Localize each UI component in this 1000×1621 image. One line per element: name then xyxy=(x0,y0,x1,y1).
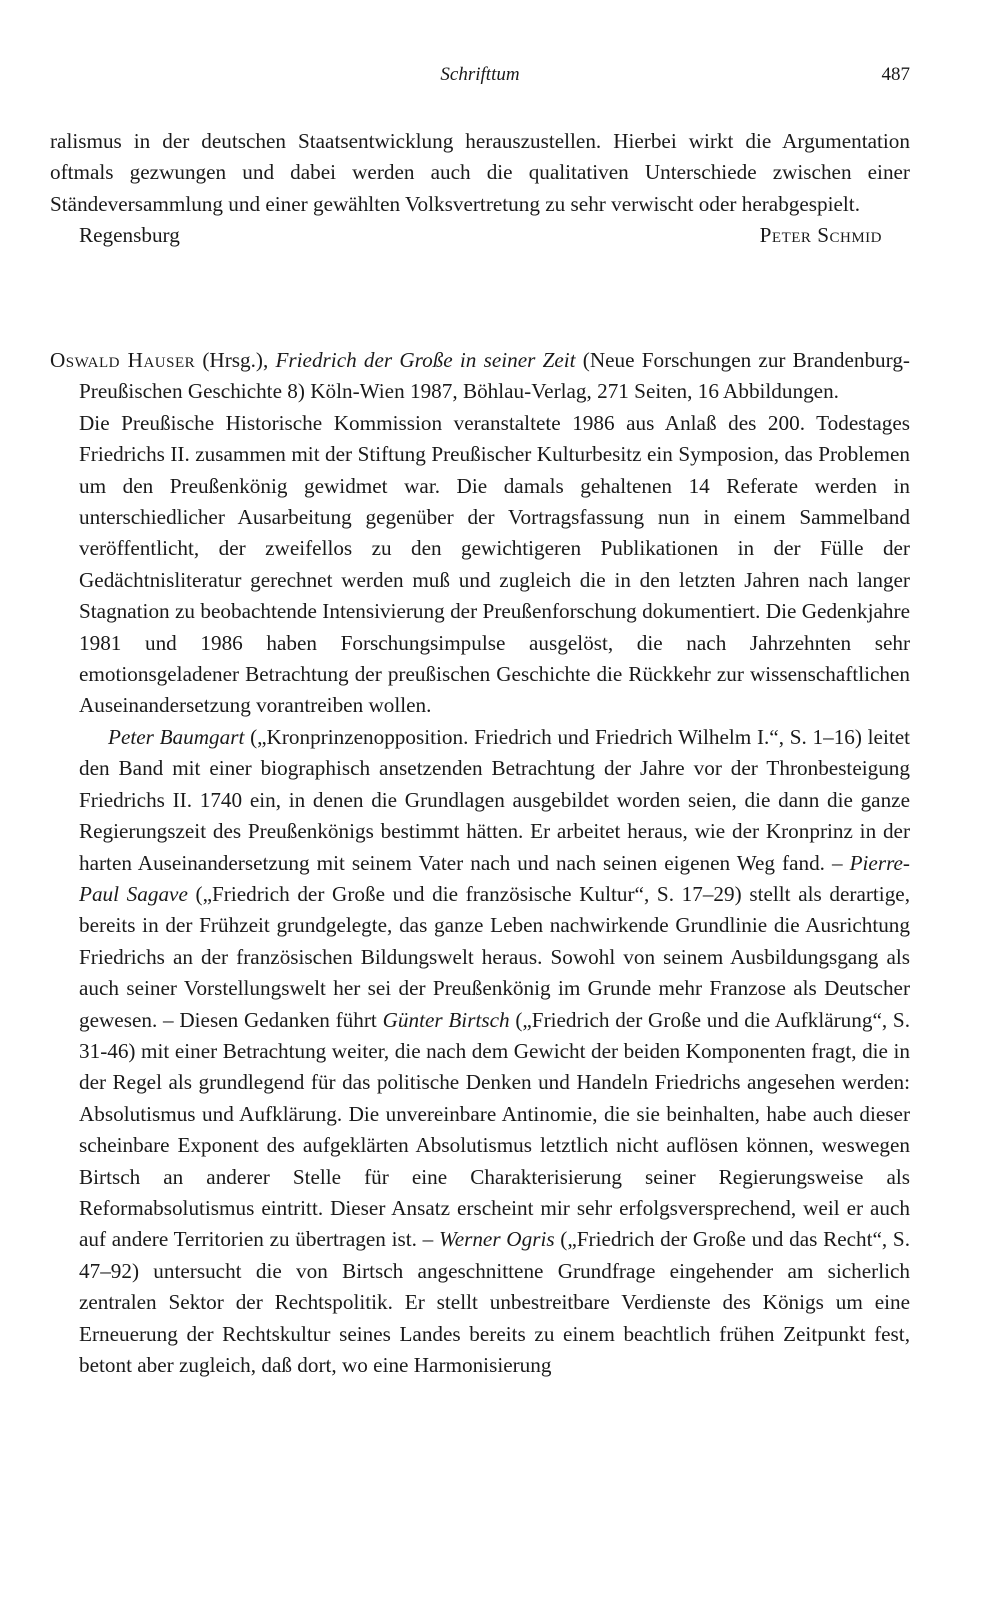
review-paragraph: Die Preußische Historische Kommission veranstaltete 1986 aus Anlaß des 200. Todestages Friedrichs II. zusammen mit der Stiftung Preußischer Kulturbesitz ein Symposion, das Problemen um den Preußenkönig gewidmet war. Die damals gehaltenen 14 Referate werden in unterschiedlicher Ausarbeitung gegenüber der Vortragsfassung nun in einem Sammelband veröffentlicht, der zweifellos zu den gewichtigeren Publikationen in der Fülle der Gedächtnisliteratur gerechnet werden muß und zugleich die in den letzten Jahren nach langer Stagnation zu beobachtende Intensivierung der Preußenforschung dokumentiert. Die Gedenkjahre 1981 und 1986 haben Forschungsimpulse ausgelöst, die nach Jahrzehnten sehr emotionsgeladener Betrachtung der preußischen Geschichte die Rückkehr zur wissenschaftlichen Auseinandersetzung vorantreiben wollen. xyxy=(79,410,910,718)
signature-place: Regensburg xyxy=(79,223,180,248)
paragraph-text: („Friedrich der Große und die Aufklärung“, S. 31-46) mit einer Betrachtung weiter, die nach dem Gewicht der beiden Komponenten fragt, die in der Regel als grundlegend für das politische Denken und Handeln Friedrichs angesehen werden: Absolutismus und Aufklärung. Die unvereinbare Antinomie, die sie beinhalten, habe auch dieser scheinbare Exponent des aufgeklärten Absolutismus letztlich nicht auflösen können, weswegen Birtsch an anderer Stelle für eine Charakterisierung seiner Regierungsweise als Reformabsolutismus eintritt. Dieser Ansatz erscheint mir sehr erfolgsversprechend, weil er auch auf andere Territorien zu übertragen ist. – xyxy=(79,1007,911,1252)
review-paragraph xyxy=(50,722,910,1382)
previous-review-text: ralismus in der deutschen Staatsentwicklung herauszustellen. Hierbei wirkt die Argumentation oftmals gezwungen und dabei werden auch die qualitativen Unterschiede zwischen einer Ständeversammlung und einer gewählten Volksvertretung zu sehr verwischt oder herabgespielt. xyxy=(50,129,910,216)
page-header xyxy=(50,62,910,92)
page-number: 487 xyxy=(881,64,910,85)
author-name: Peter Baumgart xyxy=(108,724,245,749)
author-name: Werner Ogris xyxy=(438,1227,555,1252)
document-page xyxy=(50,0,910,1621)
review-signature xyxy=(50,220,910,251)
book-editor: Oswald Hauser xyxy=(50,348,196,372)
book-editor-role: (Hrsg.), xyxy=(195,348,276,372)
running-title: Schrifttum xyxy=(440,64,520,85)
bibliographic-entry xyxy=(50,345,910,408)
review-section xyxy=(50,345,910,1381)
previous-review-ending xyxy=(50,126,910,252)
paragraph-text: („Kronprinzenopposition. Friedrich und Friedrich Wilhelm I.“, S. 1–16) leitet den Band mit einer biographisch ansetzenden Betrachtung der Jahre vor der Thronbesteigung Friedrichs II. 1740 ein, in denen die Grundlagen ausgebildet worden seien, die dann die ganze Regierungszeit des Preußenkönigs bestimmt hätten. Er arbeitet heraus, wie der Kronprinz in der harten Auseinandersetzung mit seinem Vater nach und nach seinen eigenen Weg fand. – xyxy=(79,724,911,875)
paragraph-text: („Friedrich der Große und das Recht“, S. 47–92) untersucht die von Birtsch angeschnittene Grundfrage eingehender am sicherlich zentralen Sektor der Rechtspolitik. Er stellt unbestreitbare Verdienste des Königs um eine Erneuerung der Rechtskultur seines Landes bereits zu einem beachtlich frühen Zeitpunkt fest, betont aber zugleich, daß dort, wo eine Harmonisierung xyxy=(79,1227,910,1377)
paragraph-text: („Friedrich der Große und die französische Kultur“, S. 17–29) stellt als derartige, bereits in der Frühzeit grundgelegte, das ganze Leben nachwirkende Grundlinie die Ausrichtung Friedrichs an der französischen Bildungswelt heraus. Sowohl von seinem Ausbildungsgang als auch seiner Vorstellungswelt her sei der Preußenkönig im Grunde mehr Franzose als Deutscher gewesen. – Diesen Gedanken führt xyxy=(79,881,910,1032)
book-details: (Neue Forschungen zur Brandenburg-Preußischen Geschichte 8) Köln-Wien 1987, Böhlau-Verlag, 271 Seiten, 16 Abbildungen. xyxy=(79,348,910,404)
book-title: Friedrich der Große in seiner Zeit xyxy=(275,348,576,372)
author-name: Günter Birtsch xyxy=(382,1007,510,1032)
author-name: Pierre-Paul Sagave xyxy=(79,850,910,906)
signature-reviewer: Peter Schmid xyxy=(759,223,882,248)
